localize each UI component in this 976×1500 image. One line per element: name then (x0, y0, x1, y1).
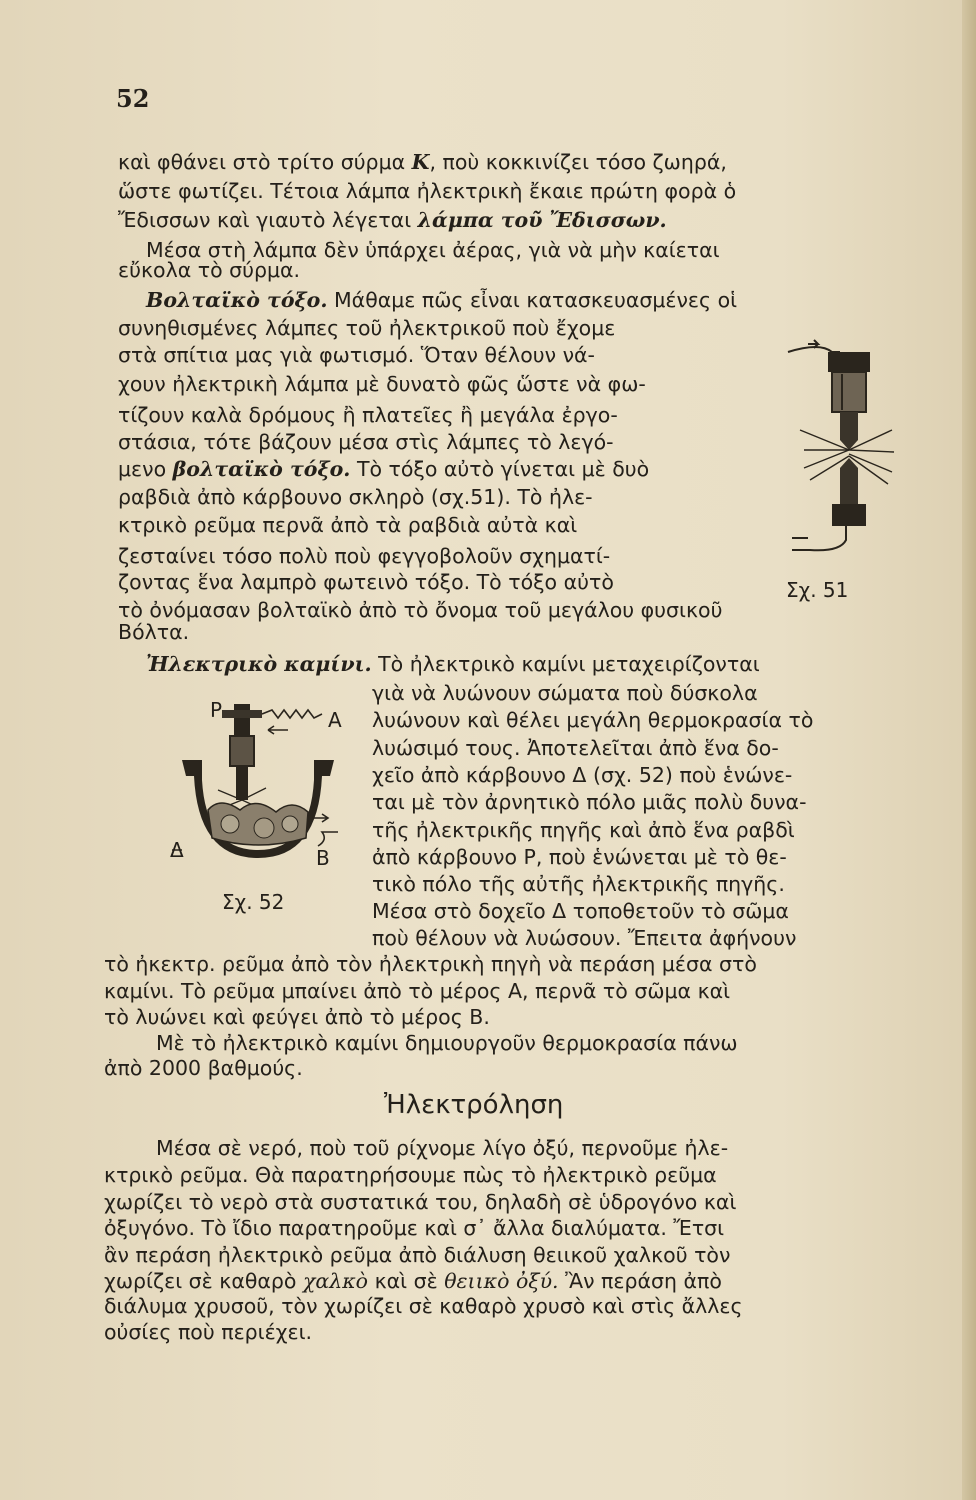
section-title-furnace: Ἠλεκτρικὸ καμίνι. (146, 652, 372, 676)
text-line: κτρικὸ ρεῦμα περνᾶ ἀπὸ τὰ ραβδιὰ αὐτὰ καὶ (118, 513, 578, 537)
text-line: συνηθισμένες λάμπες τοῦ ἠλεκτρικοῦ ποὺ ἔχομε (118, 316, 616, 340)
text-line: εὔκολα τὸ σύρμα. (118, 258, 301, 282)
figure-52-label-a: Α (328, 708, 342, 732)
figure-52-label-b: Β (316, 846, 330, 870)
text-line: χουν ἠλεκτρικὴ λάμπα μὲ δυνατὸ φῶς ὥστε νὰ φω- (118, 372, 646, 396)
text-line: καμίνι. Τὸ ρεῦμα μπαίνει ἀπὸ τὸ μέρος Α, περνᾶ τὸ σῶμα καὶ (104, 979, 731, 1003)
text-line: ζοντας ἕνα λαμπρὸ φωτεινὸ τόξο. Τὸ τόξο αὐτὸ (118, 570, 614, 594)
text-line: ἀπὸ κάρβουνο Ρ, ποὺ ἑνώνεται μὲ τὸ θε- (372, 845, 787, 869)
arc-lamp-figure (780, 330, 900, 570)
text-line: Μὲ τὸ ἠλεκτρικὸ καμίνι δημιουργοῦν θερμοκρασία πάνω (156, 1031, 738, 1055)
text-line: ραβδιὰ ἀπὸ κάρβουνο σκληρὸ (σχ.51). Τὸ ἠλε- (118, 485, 593, 509)
text-line: τικὸ πόλο τῆς αὐτῆς ἠλεκτρικῆς πηγῆς. (372, 872, 785, 896)
text-line: χωρίζει σὲ καθαρὸ χαλκὸ καὶ σὲ θειικὸ ὀξύ. Ἂν περάση ἀπὸ (104, 1269, 722, 1293)
text-line: τὸ ἠκεκτρ. ρεῦμα ἀπὸ τὸν ἠλεκτρικὴ πηγὴ νὰ περάση μέσα στὸ (104, 952, 757, 976)
text-line: τὸ λυώνει καὶ φεύγει ἀπὸ τὸ μέρος Β. (104, 1005, 490, 1029)
text-line: στὰ σπίτια μας γιὰ φωτισμό. Ὅταν θέλουν νά- (118, 343, 595, 367)
text-line: Μέσα στὴ λάμπα δὲν ὑπάρχει ἀέρας, γιὰ νὰ μὴν καίεται (146, 238, 720, 262)
text-line: ται μὲ τὸν ἀρνητικὸ πόλο μιᾶς πολὺ δυνα- (372, 790, 807, 814)
text-line: Ἠλεκτρικὸ καμίνι. Τὸ ἠλεκτρικὸ καμίνι μεταχειρίζονται (146, 652, 760, 676)
text-line: γιὰ νὰ λυώνουν σώματα ποὺ δύσκολα (372, 681, 758, 705)
figure-52-label-d: Δ (170, 838, 184, 862)
text-line: ὥστε φωτίζει. Τέτοια λάμπα ἠλεκτρικὴ ἔκαιε πρώτη φορὰ ὁ (118, 179, 737, 203)
text-line: τίζουν καλὰ δρόμους ἢ πλατεῖες ἢ μεγάλα ἐργο- (118, 403, 618, 427)
text-line: ἂν περάση ἠλεκτρικὸ ρεῦμα ἀπὸ διάλυση θειικοῦ χαλκοῦ τὸν (104, 1243, 731, 1267)
text-line: χεῖο ἀπὸ κάρβουνο Δ (σχ. 52) ποὺ ἑνώνε- (372, 763, 793, 787)
figure-52-label-p: Ρ (210, 698, 223, 722)
text-line: λυώσιμό τους. Ἀποτελεῖται ἀπὸ ἕνα δο- (372, 736, 779, 760)
text-line: Ἔδισσων καὶ γιαυτὸ λέγεται λάμπα τοῦ Ἔδισσων. (118, 208, 667, 232)
text-line: τῆς ἠλεκτρικῆς πηγῆς καὶ ἀπὸ ἕνα ραβδὶ (372, 818, 795, 842)
text-line: χωρίζει τὸ νερὸ στὰ συστατικά του, δηλαδὴ σὲ ὑδρογόνο καὶ (104, 1190, 737, 1214)
text-line: κτρικὸ ρεῦμα. Θὰ παρατηρήσουμε πὼς τὸ ἠλεκτρικὸ ρεῦμα (104, 1163, 717, 1187)
text-line: οὐσίες ποὺ περιέχει. (104, 1320, 313, 1344)
page-edge (962, 0, 976, 1500)
text-line: Βόλτα. (118, 620, 190, 644)
text-line: ποὺ θέλουν νὰ λυώσουν. Ἔπειτα ἀφήνουν (372, 926, 797, 950)
section-heading: Ἠλεκτρόληση (384, 1090, 564, 1120)
text-line: λυώνουν καὶ θέλει μεγάλη θερμοκρασία τὸ (372, 708, 814, 732)
text-line: μενο βολταϊκὸ τόξο. Τὸ τόξο αὐτὸ γίνεται μὲ δυὸ (118, 457, 650, 481)
section-title-arc: Βολταϊκὸ τόξο. (146, 288, 328, 312)
text-line: διάλυμα χρυσοῦ, τὸν χωρίζει σὲ καθαρὸ χρυσὸ καὶ στὶς ἄλλες (104, 1294, 743, 1318)
text-line: στάσια, τότε βάζουν μέσα στὶς λάμπες τὸ λεγό- (118, 430, 614, 454)
text-line: καὶ φθάνει στὸ τρίτο σύρμα Κ, ποὺ κοκκινίζει τόσο ζωηρά, (118, 150, 727, 174)
page-number: 52 (116, 84, 150, 113)
text-line: ἀπὸ 2000 βαθμούς. (104, 1056, 303, 1080)
text-line: Μέσα στὸ δοχεῖο Δ τοποθετοῦν τὸ σῶμα (372, 899, 789, 923)
text-line: τὸ ὀνόμασαν βολταϊκὸ ἀπὸ τὸ ὄνομα τοῦ μεγάλου φυσικοῦ (118, 598, 723, 622)
text-line: ζεσταίνει τόσο πολὺ ποὺ φεγγοβολοῦν σχηματί- (118, 544, 611, 568)
text-line: ὀξυγόνο. Τὸ ἴδιο παρατηροῦμε καὶ σ᾽ ἄλλα διαλύματα. Ἔτσι (104, 1216, 725, 1240)
text-line: Μέσα σὲ νερό, ποὺ τοῦ ρίχνομε λίγο ὀξύ, περνοῦμε ἠλε- (156, 1136, 729, 1160)
figure-52-caption: Σχ. 52 (222, 890, 285, 914)
text-line: Βολταϊκὸ τόξο. Μάθαμε πῶς εἶναι κατασκευασμένες οἱ (146, 288, 738, 312)
figure-51-caption: Σχ. 51 (786, 578, 849, 602)
